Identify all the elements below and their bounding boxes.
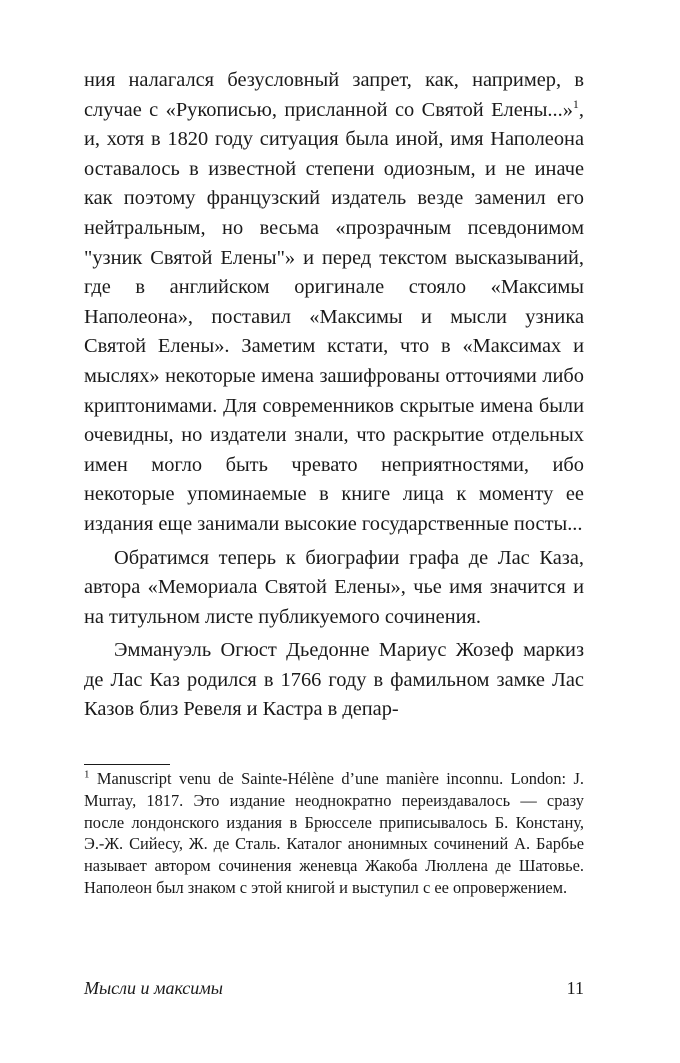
footnote-text: Manuscript venu de Sainte-Hélène d’une manière inconnu. London: J. Murray, 1817. Это издание неоднократно переиздавалось — сразу после лондонского издания в Брюсселе приписывалось Б. Констану, Э.-Ж. Сийесу, Ж. де Сталь. Каталог анонимных сочинений А. Барбье называет автором сочинения женевца Жакоба Люллена де Шатовье. Наполеон был знаком с этой книгой и выступил с ее опровержением. [84,769,584,897]
footnote-marker: 1 [84,768,90,781]
paragraph-1-text-after-ref: , и, хотя в 1820 году ситуация была иной, имя Наполеона оставалось в известной степени одиозным, и не иначе как поэтому французский издатель везде заменил его нейтральным, но весьма «прозрачным псевдонимом "узник Святой Елены"» и перед текстом высказываний, где в английском оригинале стояло «Максимы Наполеона», поставил «Максимы и мысли узника Святой Елены». Заметим кстати, что в «Максимах и мыслях» некоторые имена зашифрованы отточиями либо криптонимами. Для современников скрытые имена были очевидны, но издатели знали, что раскрытие отдельных имен могло быть чревато неприятностями, ибо некоторые упоминаемые в книге лица к моменту ее издания еще занимали высокие государственные посты... [84,98,584,535]
paragraph-1 [84,66,584,540]
paragraph-3: Эммануэль Огюст Дьедонне Мариус Жозеф маркиз де Лас Каз родился в 1766 году в фамильном замке Лас Казов близ Ревеля и Кастра в депар- [84,639,584,721]
running-title: Мысли и максимы [84,978,223,998]
page-number: 11 [566,978,584,998]
main-text [84,66,584,725]
footnote-divider [84,764,170,765]
paragraph-1-text-before-ref: ния налагался безусловный запрет, как, например, в случае с «Рукописью, присланной со Святой Елены...» [84,69,584,121]
paragraph-2: Обратимся теперь к биографии графа де Лас Каза, автора «Мемориала Святой Елены», чье имя значится и на титульном листе публикуемого сочинения. [84,546,584,628]
footnote [84,768,584,899]
footnote-reference[interactable]: 1 [572,96,579,111]
